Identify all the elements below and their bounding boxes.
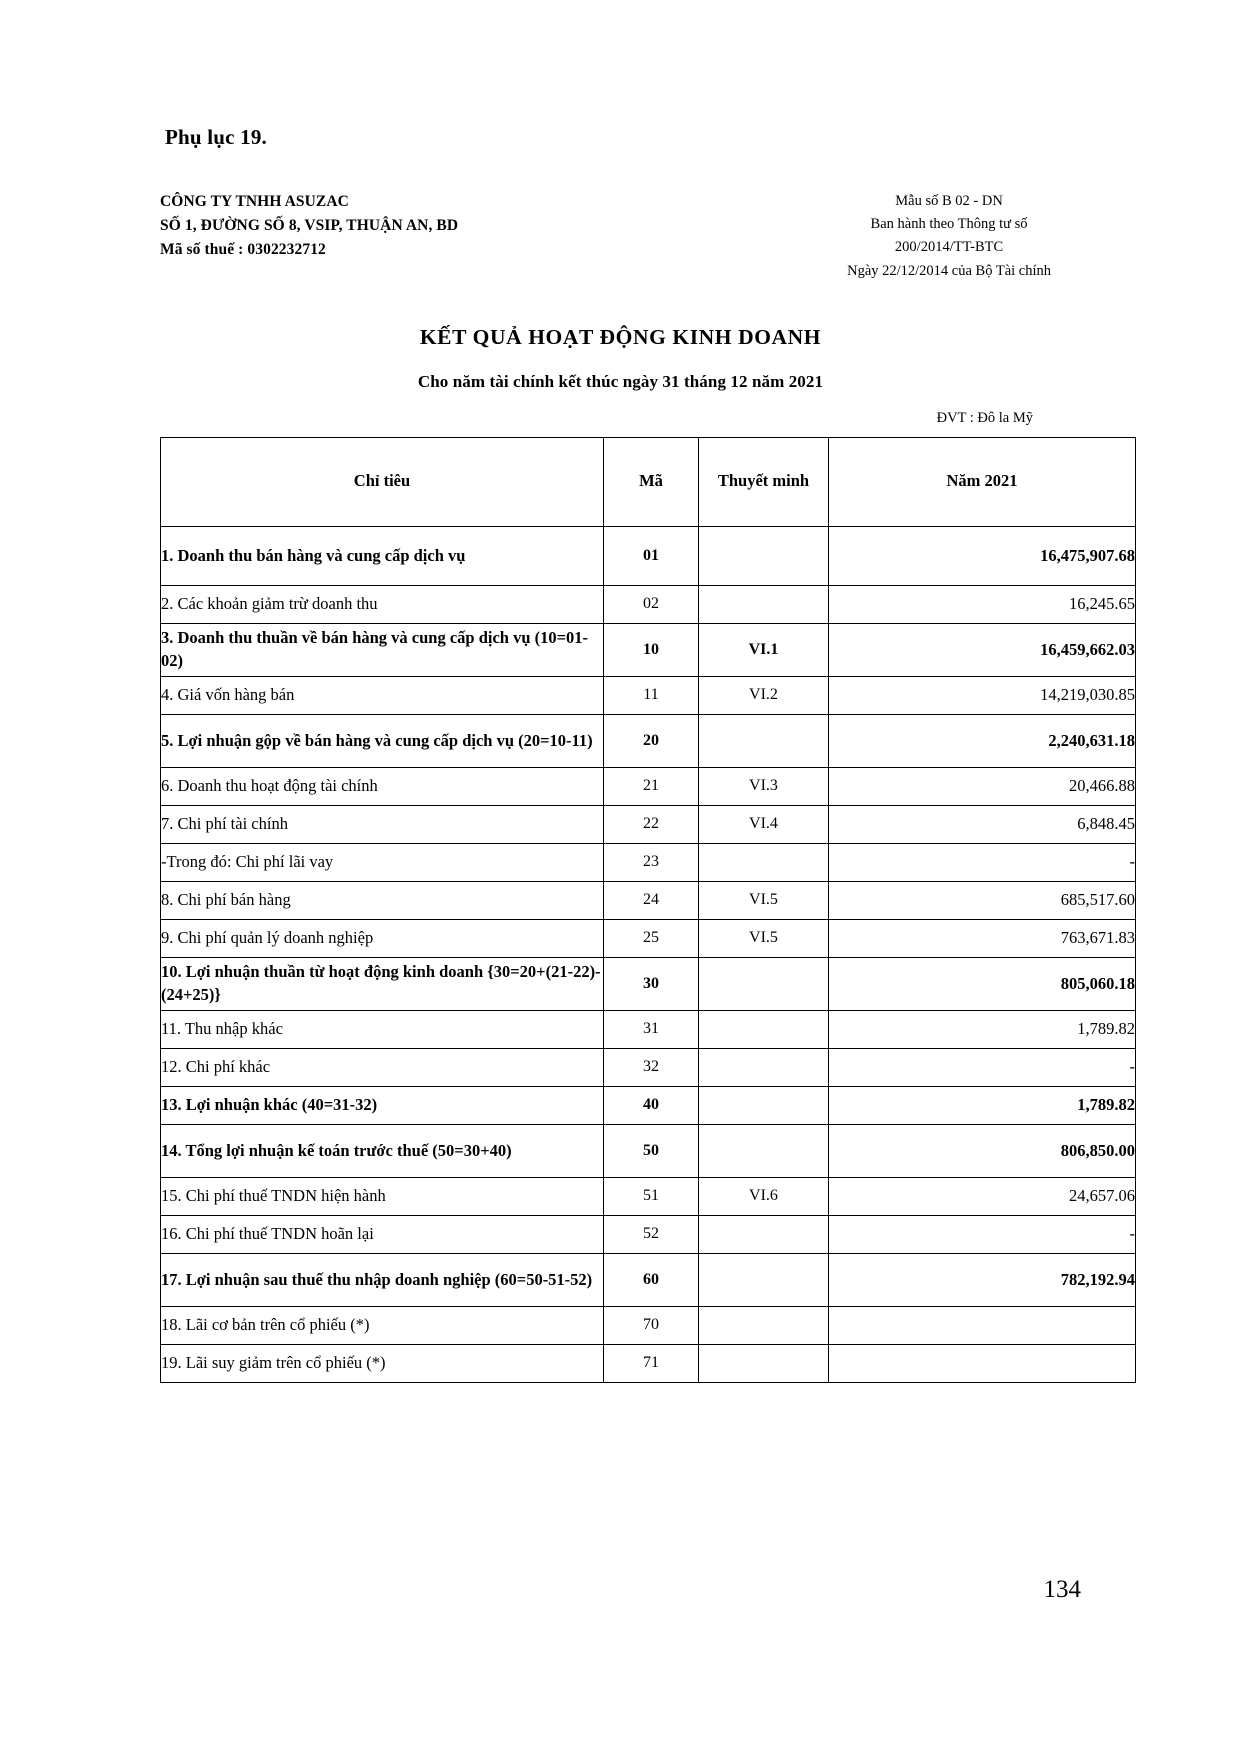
table-row xyxy=(161,1215,1136,1253)
page-title: KẾT QUẢ HOẠT ĐỘNG KINH DOANH xyxy=(419,324,822,349)
cell-code: 23 xyxy=(604,843,699,881)
column-header-indicator: Chỉ tiêu xyxy=(161,437,604,526)
cell-note xyxy=(699,1344,829,1382)
cell-value: - xyxy=(829,1048,1136,1086)
cell-note: VI.4 xyxy=(699,805,829,843)
cell-code: 70 xyxy=(604,1306,699,1344)
cell-note xyxy=(699,1048,829,1086)
table-row xyxy=(161,1048,1136,1086)
cell-indicator: 10. Lợi nhuận thuần từ hoạt động kinh doanh {30=20+(21-22)-(24+25)} xyxy=(161,957,604,1010)
form-issued-per: Ban hành theo Thông tư số xyxy=(870,216,1028,233)
table-row xyxy=(161,1344,1136,1382)
cell-code: 31 xyxy=(604,1010,699,1048)
cell-code: 52 xyxy=(604,1215,699,1253)
cell-note xyxy=(699,526,829,585)
form-issued-date: Ngày 22/12/2014 của Bộ Tài chính xyxy=(847,262,1051,279)
cell-note xyxy=(699,1086,829,1124)
cell-note xyxy=(699,1010,829,1048)
cell-indicator: 7. Chi phí tài chính xyxy=(161,805,604,843)
table-row xyxy=(161,843,1136,881)
table-row xyxy=(161,1306,1136,1344)
cell-value: 782,192.94 xyxy=(829,1253,1136,1306)
cell-code: 25 xyxy=(604,919,699,957)
table-row xyxy=(161,1177,1136,1215)
table-row xyxy=(161,1253,1136,1306)
cell-indicator: 15. Chi phí thuế TNDN hiện hành xyxy=(161,1177,604,1215)
cell-code: 02 xyxy=(604,585,699,623)
currency-unit-label: ĐVT : Đô la Mỹ xyxy=(936,409,1033,426)
cell-value: 6,848.45 xyxy=(829,805,1136,843)
table-row xyxy=(161,1010,1136,1048)
table-row xyxy=(161,767,1136,805)
table-row xyxy=(161,1086,1136,1124)
table-row xyxy=(161,714,1136,767)
cell-indicator: 19. Lãi suy giảm trên cổ phiếu (*) xyxy=(161,1344,604,1382)
cell-note xyxy=(699,957,829,1010)
cell-code: 11 xyxy=(604,676,699,714)
table-row xyxy=(161,881,1136,919)
page-number: 134 xyxy=(1043,1576,1081,1603)
table-body xyxy=(161,526,1136,1382)
table-row xyxy=(161,623,1136,676)
cell-note: VI.5 xyxy=(699,881,829,919)
cell-code: 22 xyxy=(604,805,699,843)
table-header-row xyxy=(161,437,1136,526)
title-block xyxy=(160,325,1081,392)
cell-value: - xyxy=(829,1215,1136,1253)
cell-code: 21 xyxy=(604,767,699,805)
cell-value: 2,240,631.18 xyxy=(829,714,1136,767)
cell-indicator: 5. Lợi nhuận gộp về bán hàng và cung cấp dịch vụ (20=10-11) xyxy=(161,714,604,767)
cell-code: 30 xyxy=(604,957,699,1010)
table-row xyxy=(161,805,1136,843)
form-code: Mẫu số B 02 - DN xyxy=(895,193,1003,209)
table-row xyxy=(161,676,1136,714)
column-header-code: Mã xyxy=(604,437,699,526)
cell-indicator: 13. Lợi nhuận khác (40=31-32) xyxy=(161,1086,604,1124)
table-row xyxy=(161,585,1136,623)
cell-note xyxy=(699,1253,829,1306)
company-address: SỐ 1, ĐƯỜNG SỐ 8, VSIP, THUẬN AN, BD xyxy=(160,217,459,235)
cell-code: 50 xyxy=(604,1124,699,1177)
company-tax-code: Mã số thuế : 0302232712 xyxy=(160,241,326,259)
cell-value: 1,789.82 xyxy=(829,1010,1136,1048)
cell-note: VI.2 xyxy=(699,676,829,714)
cell-value: 14,219,030.85 xyxy=(829,676,1136,714)
cell-indicator: -Trong đó: Chi phí lãi vay xyxy=(161,843,604,881)
cell-indicator: 12. Chi phí khác xyxy=(161,1048,604,1086)
document-header xyxy=(160,190,1081,283)
cell-note xyxy=(699,585,829,623)
cell-note: VI.1 xyxy=(699,623,829,676)
table-row xyxy=(161,919,1136,957)
cell-code: 32 xyxy=(604,1048,699,1086)
cell-value: 16,245.65 xyxy=(829,585,1136,623)
cell-value: 16,475,907.68 xyxy=(829,526,1136,585)
cell-value: - xyxy=(829,843,1136,881)
cell-code: 01 xyxy=(604,526,699,585)
cell-code: 10 xyxy=(604,623,699,676)
company-name: CÔNG TY TNHH ASUZAC xyxy=(160,193,349,210)
cell-indicator: 11. Thu nhập khác xyxy=(161,1010,604,1048)
company-block xyxy=(160,190,458,262)
cell-indicator: 3. Doanh thu thuần về bán hàng và cung cấp dịch vụ (10=01-02) xyxy=(161,623,604,676)
form-info-block xyxy=(847,190,1081,283)
cell-code: 20 xyxy=(604,714,699,767)
cell-value xyxy=(829,1344,1136,1382)
cell-indicator: 2. Các khoản giảm trừ doanh thu xyxy=(161,585,604,623)
cell-code: 40 xyxy=(604,1086,699,1124)
table-row xyxy=(161,957,1136,1010)
cell-indicator: 4. Giá vốn hàng bán xyxy=(161,676,604,714)
cell-code: 60 xyxy=(604,1253,699,1306)
cell-indicator: 18. Lãi cơ bản trên cổ phiếu (*) xyxy=(161,1306,604,1344)
cell-indicator: 16. Chi phí thuế TNDN hoãn lại xyxy=(161,1215,604,1253)
cell-value: 806,850.00 xyxy=(829,1124,1136,1177)
cell-value xyxy=(829,1306,1136,1344)
cell-value: 763,671.83 xyxy=(829,919,1136,957)
cell-value: 20,466.88 xyxy=(829,767,1136,805)
cell-note xyxy=(699,1306,829,1344)
cell-note: VI.5 xyxy=(699,919,829,957)
table-row xyxy=(161,526,1136,585)
cell-value: 1,789.82 xyxy=(829,1086,1136,1124)
cell-code: 24 xyxy=(604,881,699,919)
cell-note: VI.6 xyxy=(699,1177,829,1215)
cell-value: 24,657.06 xyxy=(829,1177,1136,1215)
page-subtitle: Cho năm tài chính kết thúc ngày 31 tháng 12 năm 2021 xyxy=(417,371,824,391)
cell-code: 51 xyxy=(604,1177,699,1215)
appendix-label: Phụ lục 19. xyxy=(165,125,267,149)
cell-indicator: 6. Doanh thu hoạt động tài chính xyxy=(161,767,604,805)
cell-value: 16,459,662.03 xyxy=(829,623,1136,676)
cell-code: 71 xyxy=(604,1344,699,1382)
cell-indicator: 8. Chi phí bán hàng xyxy=(161,881,604,919)
income-statement-table xyxy=(160,437,1136,1383)
cell-indicator: 14. Tổng lợi nhuận kế toán trước thuế (50=30+40) xyxy=(161,1124,604,1177)
cell-note xyxy=(699,843,829,881)
table-row xyxy=(161,1124,1136,1177)
column-header-note: Thuyết minh xyxy=(699,437,829,526)
cell-indicator: 17. Lợi nhuận sau thuế thu nhập doanh nghiệp (60=50-51-52) xyxy=(161,1253,604,1306)
cell-value: 685,517.60 xyxy=(829,881,1136,919)
form-circular-number: 200/2014/TT-BTC xyxy=(894,239,1004,256)
cell-note xyxy=(699,1215,829,1253)
cell-note xyxy=(699,714,829,767)
column-header-year: Năm 2021 xyxy=(829,437,1136,526)
cell-indicator: 9. Chi phí quản lý doanh nghiệp xyxy=(161,919,604,957)
cell-note xyxy=(699,1124,829,1177)
cell-note: VI.3 xyxy=(699,767,829,805)
cell-value: 805,060.18 xyxy=(829,957,1136,1010)
cell-indicator: 1. Doanh thu bán hàng và cung cấp dịch vụ xyxy=(161,526,604,585)
